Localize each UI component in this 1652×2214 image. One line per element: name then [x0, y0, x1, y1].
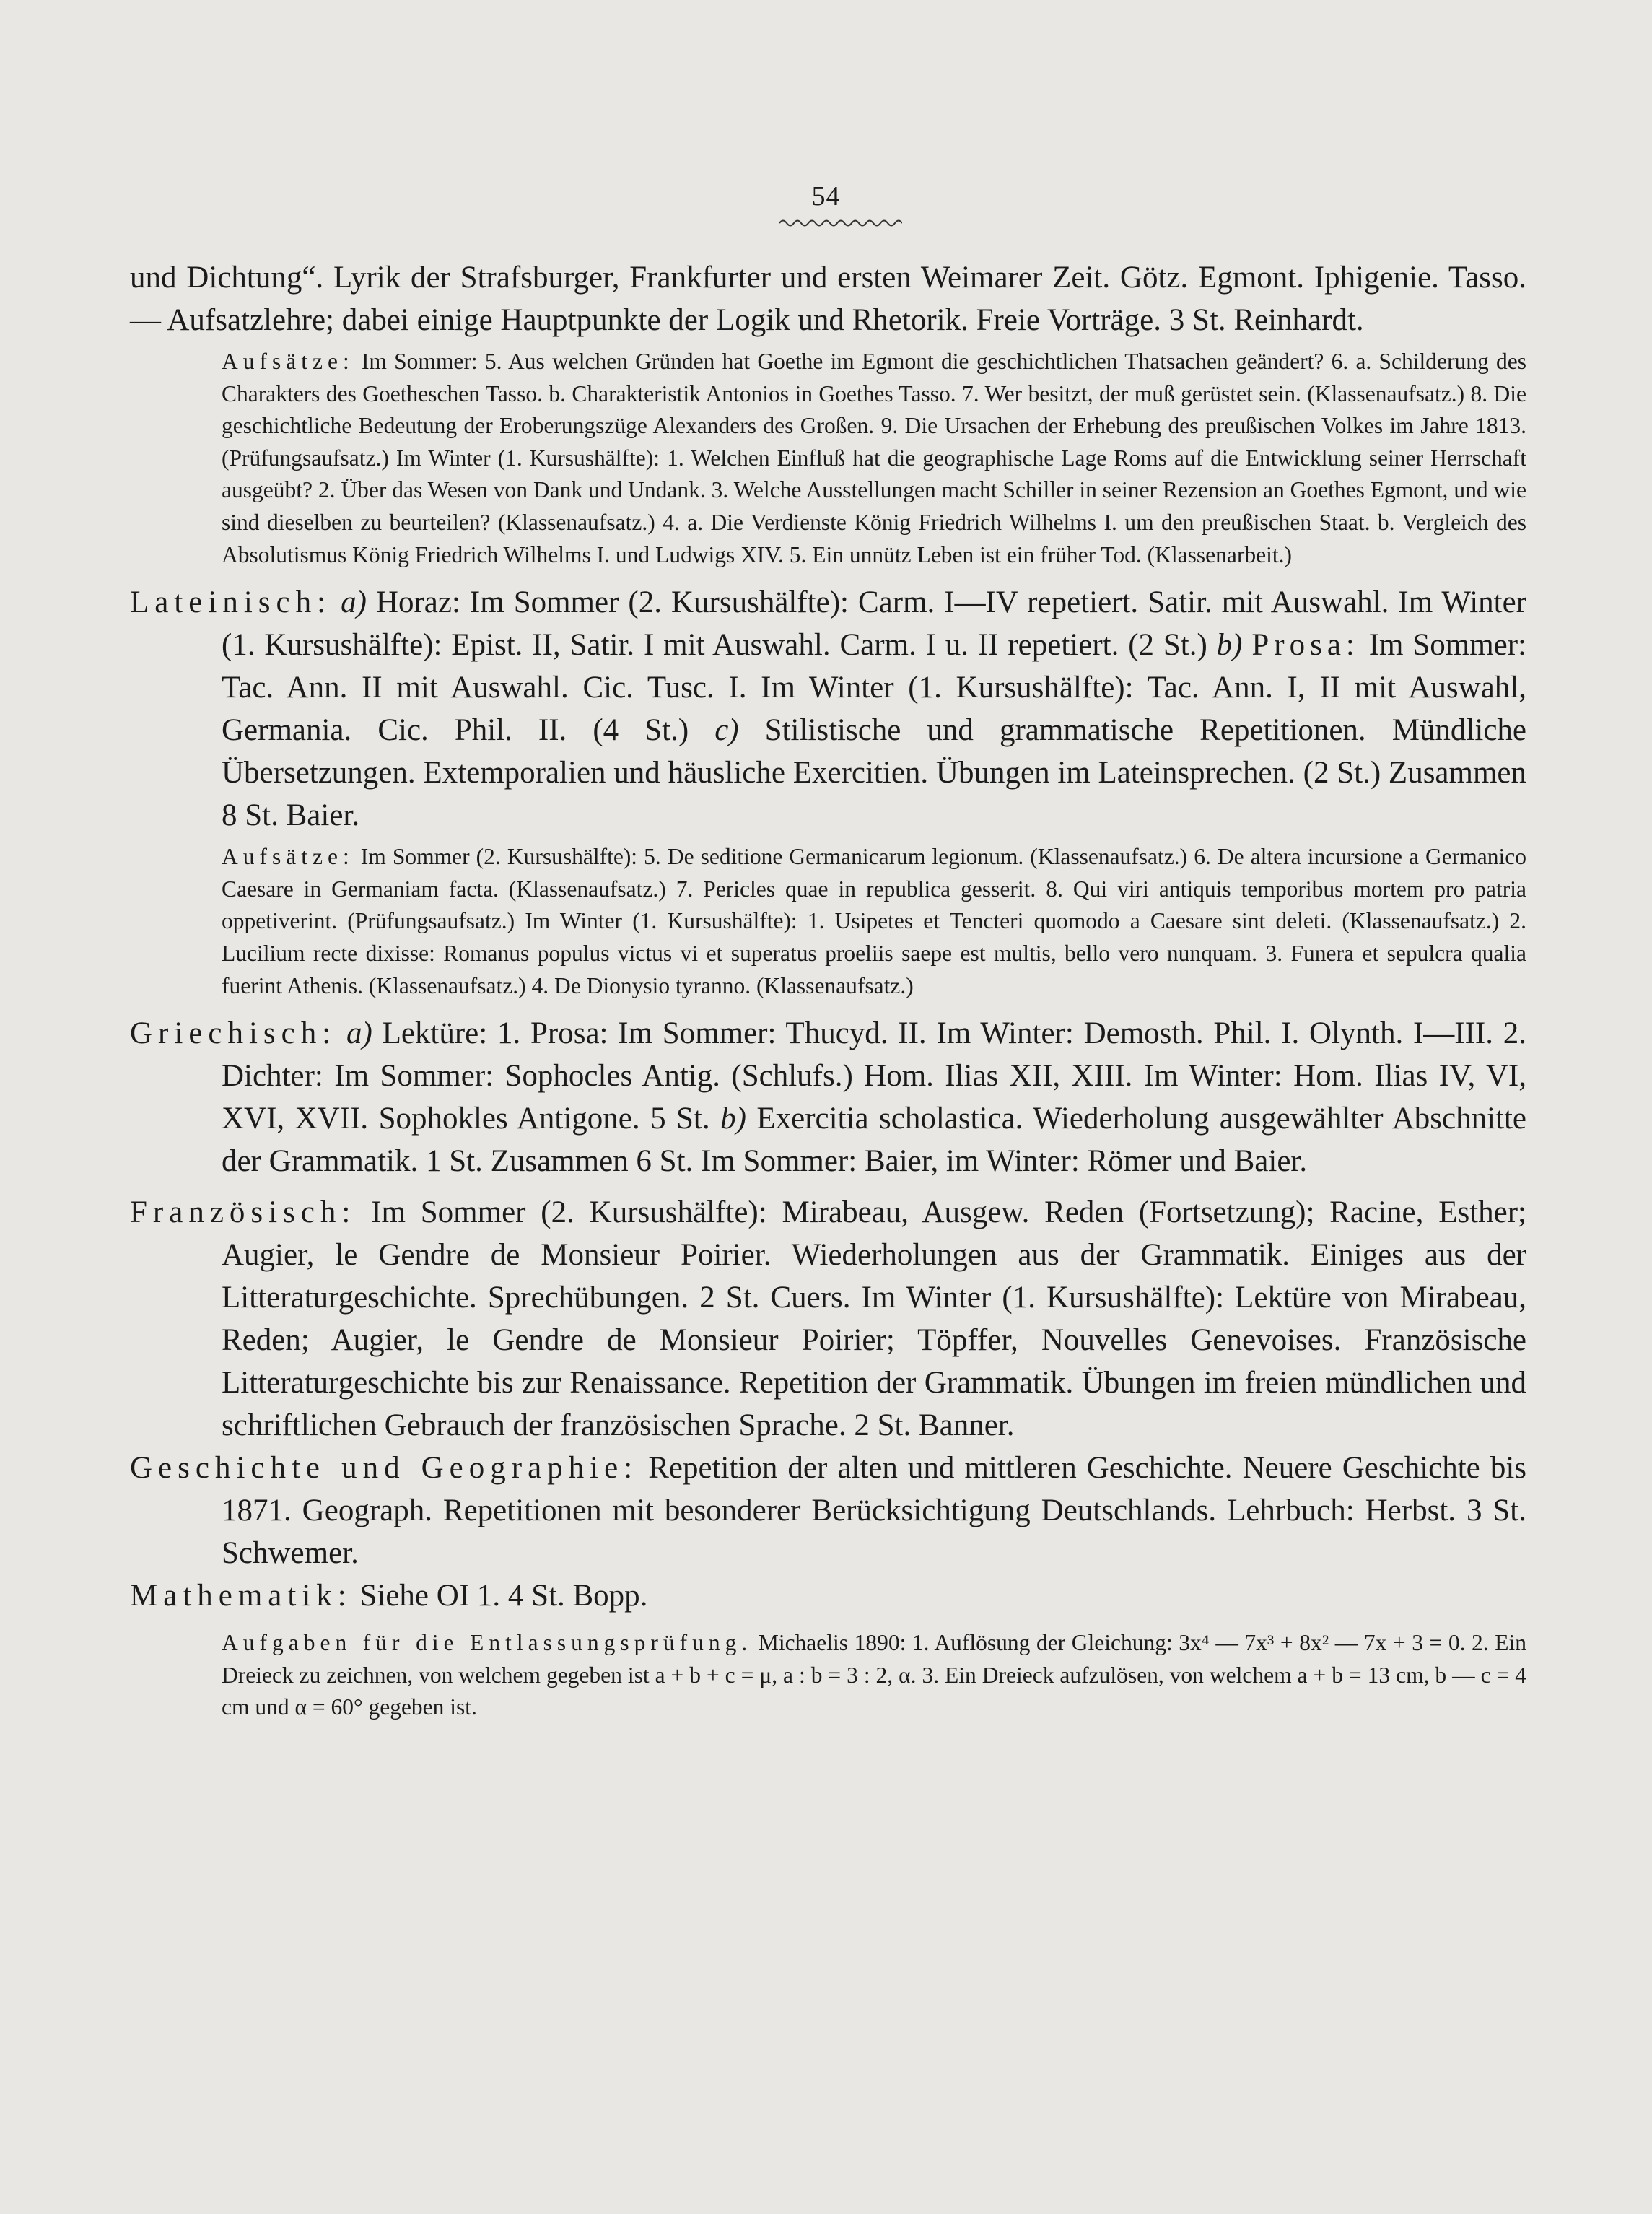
section-text: Siehe OI 1. 4 St. Bopp. [359, 1579, 648, 1613]
item-label: b) [720, 1102, 746, 1136]
section-text: Im Sommer (2. Kursushälfte): Mirabeau, Ausgew. Reden (Fortsetzung); Racine, Esther; Augier, le Gendre de Monsieur Poirier. Wiederholungen aus der Grammatik. Einiges aus der Litteraturgeschichte. Sprechübungen. 2 St. Cuers. Im Winter (1. Kursushälfte): Lektüre von Mirabeau, Reden; Augier, le Gendre de Monsieur Poirier; Töpffer, Nouvelles Genevoises. Französische Litteraturgeschichte bis zur Renaissance. Repetition der Grammatik. Übungen im freien mündlichen und schriftlichen Gebrauch der französischen Sprache. 2 St. Banner. [222, 1195, 1526, 1443]
item-label: a) [341, 585, 367, 620]
item-label: b) [1216, 628, 1243, 663]
intro-paragraph: und Dichtung“. Lyrik der Strafsburger, Frankfurter und ersten Weimarer Zeit. Götz. Egmont. Iphigenie. Tasso. — Aufsatzlehre; dabei einige Hauptpunkte der Logik und Rhetorik. Freie Vorträge. 3 St. Reinhardt. [130, 261, 1526, 337]
section-mathematik [130, 1574, 1526, 1617]
section-text: Lektüre: 1. Prosa: Im Sommer: Thucyd. II. Im Winter: Demosth. Phil. I. Olynth. I—III. 2. Dichter: Im Sommer: Sophocles Antig. (Schlufs.) Hom. Ilias XII, XIII. Im Winter: Hom. Ilias IV, VI, XVI, XVII. Sophokles Antigone. 5 St. [222, 1016, 1526, 1136]
section-text: Repetition der alten und mittleren Geschichte. Neuere Geschichte bis 1871. Geograph. Repetitionen mit besonderer Berücksichtigung Deutschlands. Lehrbuch: Herbst. 3 St. Schwemer. [222, 1451, 1526, 1571]
essays-label: Aufsätze: [222, 844, 354, 870]
page-content [130, 256, 1526, 1724]
intro-essays [222, 346, 1526, 571]
exam-label: Aufgaben für die Entlassungsprüfung. [222, 1630, 753, 1656]
essays-text: Im Sommer: 5. Aus welchen Gründen hat Goethe im Egmont die geschichtlichen Thatsachen geändert? 6. a. Schilderung des Charakters des Goetheschen Tasso. b. Charakteristik Antonios in Goethes Tasso. 7. Wer besitzt, der muß gerüstet sein. (Klassenaufsatz.) 8. Die geschichtliche Bedeutung der Eroberungszüge Alexanders des Großen. 9. Die Ursachen der Erhebung des preußischen Volkes im Jahre 1813. (Prüfungsaufsatz.) Im Winter (1. Kursushälfte): 1. Welchen Einfluß hat die geographische Lage Roms auf die Entwicklung seiner Herrschaft ausgeübt? 2. Über das Wesen von Dank und Undank. 3. Welche Ausstellungen macht Schiller in seiner Rezension an Goethes Egmont, und wie sind dieselben zu beurteilen? (Klassenaufsatz.) 4. a. Die Verdienste König Friedrich Wilhelms I. um den preußischen Staat. b. Vergleich des Absolutismus König Friedrich Wilhelms I. und Ludwigs XIV. 5. Ein unnütz Leben ist ein früher Tod. (Klassenarbeit.) [222, 349, 1526, 567]
section-griechisch [130, 1012, 1526, 1182]
section-franzoesisch [130, 1191, 1526, 1447]
exam-text: Michaelis 1890: 1. Auflösung der Gleichung: 3x⁴ — 7x³ + 8x² — 7x + 3 = 0. 2. Ein Dreieck zu zeichnen, von welchem gegeben ist a + b + c = μ, a : b = 3 : 2, α. 3. Ein Dreieck aufzulösen, von welchem a + b = 13 cm, b — c = 4 cm und α = 60° gegeben ist. [222, 1630, 1526, 1720]
section-text: Stilistische und grammatische Repetitionen. Mündliche Übersetzungen. Extemporalien und häusliche Exercitien. Übungen im Lateinsprechen. (2 St.) Zusammen 8 St. Baier. [222, 713, 1526, 833]
section-text: Im Sommer: Tac. Ann. II mit Auswahl. Cic. Tusc. I. Im Winter (1. Kursushälfte): Tac. Ann. I, II mit Auswahl, Germania. Cic. Phil. II. (4 St.) [222, 628, 1527, 748]
page-number: 54 [811, 181, 841, 212]
essays-label: Aufsätze: [222, 349, 354, 374]
wavy-rule-icon [779, 218, 902, 228]
subheading: Horaz: [375, 585, 460, 620]
latein-essays [222, 841, 1526, 1002]
section-heading: Lateinisch: [130, 585, 332, 620]
essays-text: Im Sommer (2. Kursushälfte): 5. De seditione Germanicarum legionum. (Klassenaufsatz.) 6. De altera incursione a Germanico Caesare in Germaniam facta. (Klassenaufsatz.) 7. Pericles quae in republica gesserit. 8. Qui viri antiquis temporibus mortem pro patria oppetiverint. (Prüfungsaufsatz.) Im Winter (1. Kursushälfte): 1. Usipetes et Tencteri quomodo a Caesare sint deleti. (Klassenaufsatz.) 2. Lucilium recte dixisse: Romanus populus victus vi et superatus proeliis saepe est multis, bello vero nunquam. 3. Funera et sepulcra qualia fuerint Athenis. (Klassenaufsatz.) 4. De Dionysio tyranno. (Klassenaufsatz.) [222, 844, 1526, 998]
section-heading: Mathematik: [130, 1579, 352, 1613]
section-heading: Französisch: [130, 1195, 357, 1230]
item-label: a) [346, 1016, 372, 1051]
section-heading: Griechisch: [130, 1016, 337, 1051]
section-latein [130, 581, 1526, 837]
subheading: Prosa: [1251, 628, 1360, 663]
section-text: Im Sommer (2. Kursushälfte): Carm. I—IV repetiert. Satir. mit Auswahl. Im Winter (1. Kursushälfte): Epist. II, Satir. I mit Auswahl. Carm. I u. II repetiert. (2 St.) [222, 585, 1527, 663]
section-geschichte [130, 1447, 1526, 1574]
exam-tasks [222, 1627, 1526, 1724]
section-heading: Geschichte und Geographie: [130, 1451, 639, 1486]
section-text: Exercitia scholastica. Wiederholung ausgewählter Abschnitte der Grammatik. 1 St. Zusammen 6 St. Im Sommer: Baier, im Winter: Römer und Baier. [222, 1102, 1527, 1179]
item-label: c) [714, 713, 739, 748]
